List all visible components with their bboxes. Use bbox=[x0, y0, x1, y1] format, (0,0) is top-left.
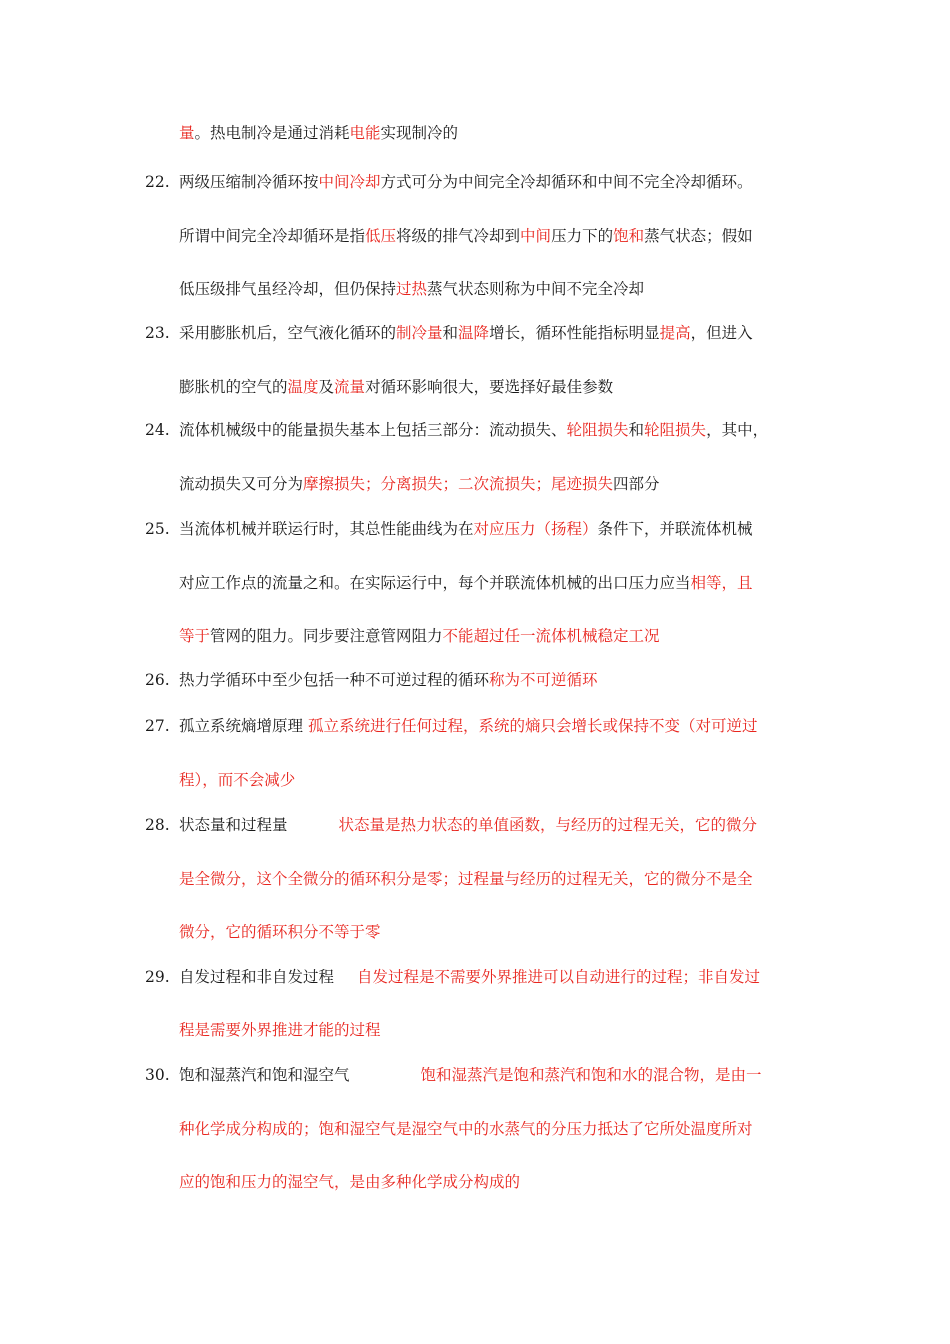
item-text-line bbox=[179, 519, 753, 539]
answer-text: 不能超过任一流体机械稳定工况 bbox=[442, 627, 660, 645]
question-text: 四部分 bbox=[613, 475, 660, 493]
item-text-line bbox=[179, 716, 757, 736]
question-text: 管网的阻力。同步要注意管网阻力 bbox=[210, 627, 443, 645]
answer-text: 量 bbox=[179, 124, 195, 142]
item-number: 30. bbox=[145, 1066, 170, 1084]
question-text: 自发过程和非自发过程 bbox=[179, 968, 339, 986]
answer-text: 自发过程是不需要外界推进可以自动进行的过程；非自发过 bbox=[356, 968, 760, 986]
answer-text: 轮阻损失 bbox=[644, 421, 707, 439]
answer-text: 孤立系统进行任何过程，系统的熵只会增长或保持不变（对可逆过 bbox=[307, 717, 758, 735]
item-text-line bbox=[179, 377, 613, 397]
question-text: 低压级排气虽经冷却，但仍保持 bbox=[179, 280, 397, 298]
answer-text: 提高 bbox=[659, 324, 691, 342]
item-text-line bbox=[179, 474, 660, 494]
answer-text: 应的饱和压力的湿空气，是由多种化学成分构成的 bbox=[179, 1173, 521, 1191]
question-text: 及 bbox=[318, 378, 335, 396]
answer-text: 微分，它的循环积分不等于零 bbox=[179, 923, 381, 941]
question-text: ，其中， bbox=[706, 421, 769, 439]
answer-text: 摩擦损失；分离损失；二次流损失；尾迹损失 bbox=[303, 475, 614, 493]
answer-text: 饱和湿蒸汽是饱和蒸汽和饱和水的混合物，是由一 bbox=[420, 1066, 762, 1084]
question-text: 。热电制冷是通过消耗 bbox=[194, 124, 350, 142]
item-text-line bbox=[179, 172, 753, 192]
item-text-line bbox=[179, 670, 598, 690]
question-text: 压力下的 bbox=[551, 227, 614, 245]
answer-text: 电能 bbox=[349, 124, 381, 142]
item-text-line bbox=[179, 573, 753, 593]
item-number: 27. bbox=[145, 717, 170, 735]
item-text-line bbox=[179, 1020, 381, 1040]
question-text: 所谓中间完全冷却循环是指 bbox=[179, 227, 366, 245]
answer-text: 过热 bbox=[396, 280, 428, 298]
answer-text: 状态量是热力状态的单值函数，与经历的过程无关，它的微分 bbox=[338, 816, 757, 834]
question-text: 状态量和过程量 bbox=[179, 816, 293, 834]
question-text: 对循环影响很大，要选择好最佳参数 bbox=[365, 378, 614, 396]
item-number: 26. bbox=[145, 671, 170, 689]
item-number: 23. bbox=[145, 324, 170, 342]
item-number: 29. bbox=[145, 968, 170, 986]
item-text-line bbox=[179, 226, 753, 246]
question-text: 条件下，并联流体机械 bbox=[597, 520, 753, 538]
answer-text: 饱和 bbox=[613, 227, 645, 245]
question-text: 对应工作点的流量之和。在实际运行中，每个并联流体机械的出口压力应当 bbox=[179, 574, 691, 592]
answer-text: 轮阻损失 bbox=[566, 421, 629, 439]
question-text: 蒸气状态则称为中间不完全冷却 bbox=[427, 280, 645, 298]
question-text: 孤立系统熵增原理 bbox=[179, 717, 308, 735]
answer-text: 相等，且 bbox=[690, 574, 753, 592]
item-number: 22. bbox=[145, 173, 170, 191]
answer-text: 中间 bbox=[520, 227, 552, 245]
question-text: 两级压缩制冷循环按 bbox=[179, 173, 319, 191]
question-text: 饱和湿蒸汽和饱和湿空气 bbox=[179, 1066, 355, 1084]
question-text: ，但进入 bbox=[690, 324, 753, 342]
answer-text: 程），而不会减少 bbox=[179, 771, 296, 789]
question-text: 和 bbox=[628, 421, 645, 439]
question-text: 蒸气状态；假如 bbox=[644, 227, 753, 245]
item-text-line bbox=[179, 123, 458, 143]
answer-text: 称为不可逆循环 bbox=[489, 671, 598, 689]
item-text-line bbox=[179, 323, 753, 343]
item-text-line bbox=[179, 1172, 520, 1192]
item-text-line bbox=[179, 1119, 753, 1139]
question-text: 流动损失又可分为 bbox=[179, 475, 304, 493]
question-text: 方式可分为中间完全冷却循环和中间不完全冷却循环。 bbox=[380, 173, 753, 191]
item-number: 28. bbox=[145, 816, 170, 834]
item-text-line bbox=[179, 815, 757, 835]
question-text: 和 bbox=[442, 324, 459, 342]
answer-text: 中间冷却 bbox=[318, 173, 381, 191]
question-text: 膨胀机的空气的 bbox=[179, 378, 288, 396]
item-text-line bbox=[179, 770, 295, 790]
item-text-line bbox=[179, 420, 768, 440]
question-text: 采用膨胀机后，空气液化循环的 bbox=[179, 324, 397, 342]
item-text-line bbox=[179, 626, 660, 646]
item-text-line bbox=[179, 922, 381, 942]
answer-text: 温降 bbox=[458, 324, 490, 342]
answer-text: 对应压力（扬程） bbox=[473, 520, 598, 538]
question-text: 当流体机械并联运行时，其总性能曲线为在 bbox=[179, 520, 474, 538]
answer-text: 流量 bbox=[334, 378, 366, 396]
answer-text: 程是需要外界推进才能的过程 bbox=[179, 1021, 381, 1039]
answer-text: 低压 bbox=[365, 227, 397, 245]
item-number: 25. bbox=[145, 520, 170, 538]
answer-text: 温度 bbox=[287, 378, 319, 396]
item-number: 24. bbox=[145, 421, 170, 439]
answer-text: 种化学成分构成的；饱和湿空气是湿空气中的水蒸气的分压力抵达了它所处温度所对 bbox=[179, 1120, 753, 1138]
question-text: 流体机械级中的能量损失基本上包括三部分：流动损失、 bbox=[179, 421, 567, 439]
question-text: 增长，循环性能指标明显 bbox=[489, 324, 660, 342]
answer-text: 制冷量 bbox=[396, 324, 443, 342]
question-text: 热力学循环中至少包括一种不可逆过程的循环 bbox=[179, 671, 490, 689]
item-text-line bbox=[179, 279, 644, 299]
question-text: 实现制冷的 bbox=[380, 124, 459, 142]
item-text-line bbox=[179, 1065, 761, 1085]
item-text-line bbox=[179, 869, 753, 889]
item-text-line bbox=[179, 967, 760, 987]
question-text: 将级的排气冷却到 bbox=[396, 227, 521, 245]
answer-text: 是全微分，这个全微分的循环积分是零；过程量与经历的过程无关，它的微分不是全 bbox=[179, 870, 753, 888]
answer-text: 等于 bbox=[179, 627, 211, 645]
